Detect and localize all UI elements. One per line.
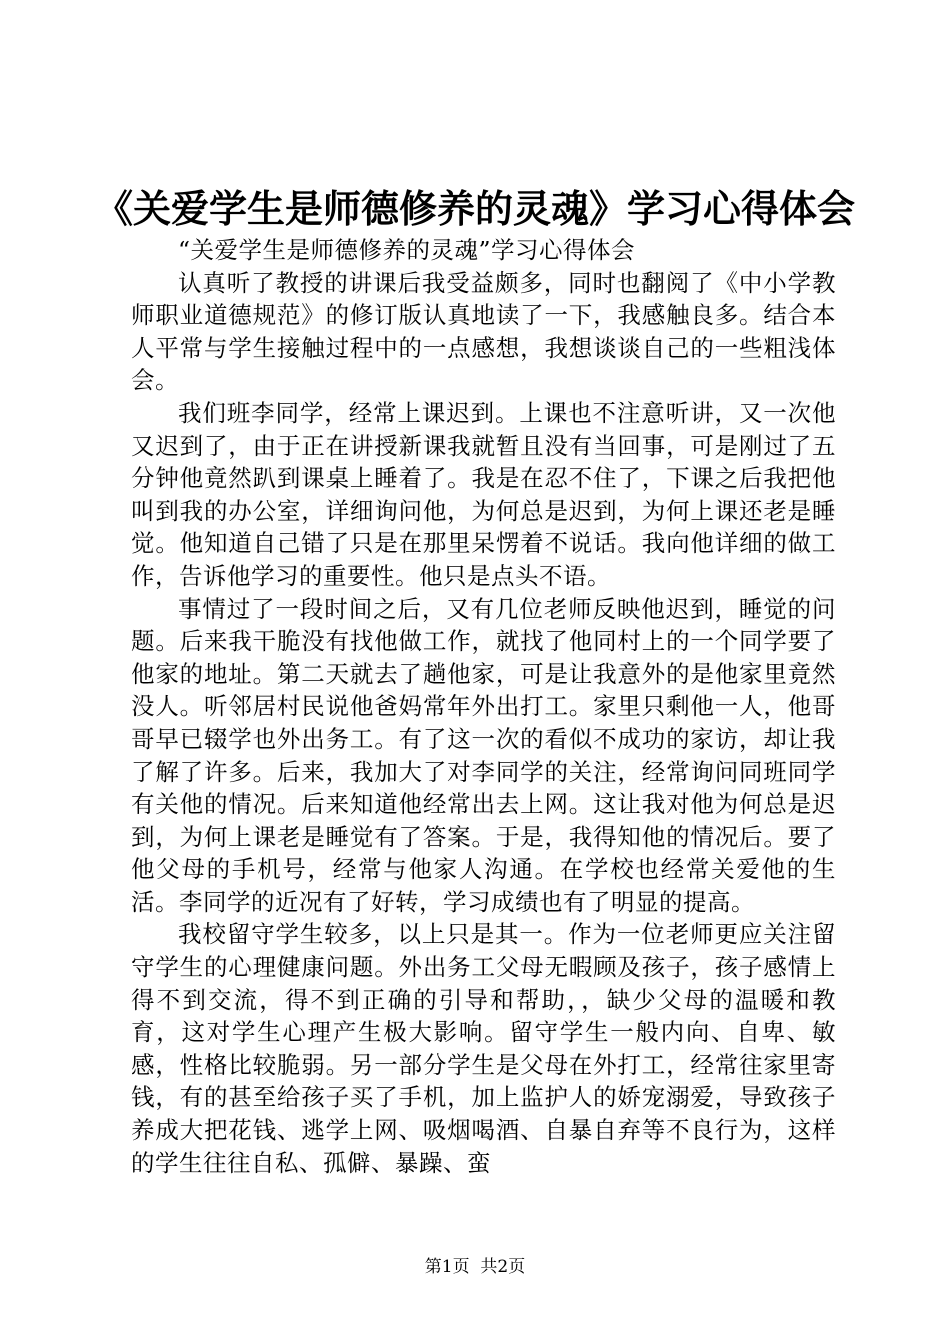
paragraph: 我校留守学生较多，以上只是其一。作为一位老师更应关注留守学生的心理健康问题。外出务工父母无暇顾及孩子，孩子感情上得不到交流，得不到正确的引导和帮助，，缺少父母的温暖和教育，这对学生心理产生极大影响。留守学生一般内向、自卑、敏感，性格比较脆弱。另一部分学生是父母在外打工，经常往家里寄钱，有的甚至给孩子买了手机，加上监护人的娇宠溺爱，导致孩子养成大把花钱、逃学上网、吸烟喝酒、自暴自弃等不良行为，这样的学生往往自私、孤僻、暴躁、蛮 [131,920,836,1177]
page-number-label: 第1页 共2页 [424,1257,526,1277]
page-footer [0,1256,950,1278]
paragraph: 事情过了一段时间之后，又有几位老师反映他迟到，睡觉的问题。后来我干脆没有找他做工作，就找了他同村上的一个同学要了他家的地址。第二天就去了趟他家，可是让我意外的是他家里竟然没人。听邻居村民说他爸妈常年外出打工。家里只剩他一人，他哥哥早已辍学也外出务工。有了这一次的看似不成功的家访，却让我了解了许多。后来，我加大了对李同学的关注，经常询问同班同学有关他的情况。后来知道他经常出去上网。这让我对他为何总是迟到，为何上课老是睡觉有了答案。于是，我得知他的情况后。要了他父母的手机号，经常与他家人沟通。在学校也经常关爱他的生活。李同学的近况有了好转，学习成绩也有了明显的提高。 [131,594,836,916]
paragraph-subtitle: “关爱学生是师德修养的灵魂”学习心得体会 [178,236,636,264]
paragraph: 我们班李同学，经常上课迟到。上课也不注意听讲，又一次他又迟到了，由于正在讲授新课我就暂且没有当回事，可是刚过了五分钟他竟然趴到课桌上睡着了。我是在忍不住了，下课之后我把他叫到我的办公室，详细询问他，为何总是迟到，为何上课还老是睡觉。他知道自己错了只是在那里呆愣着不说话。我向他详细的做工作，告诉他学习的重要性。他只是点头不语。 [131,398,836,590]
document-title: 《关爱学生是师德修养的灵魂》学习心得体会 [94,187,855,231]
document-body [131,234,836,1179]
paragraph: 认真听了教授的讲课后我受益颇多，同时也翻阅了《中小学教师职业道德规范》的修订版认真地读了一下，我感触良多。结合本人平常与学生接触过程中的一点感想，我想谈谈自己的一些粗浅体会。 [131,268,836,395]
